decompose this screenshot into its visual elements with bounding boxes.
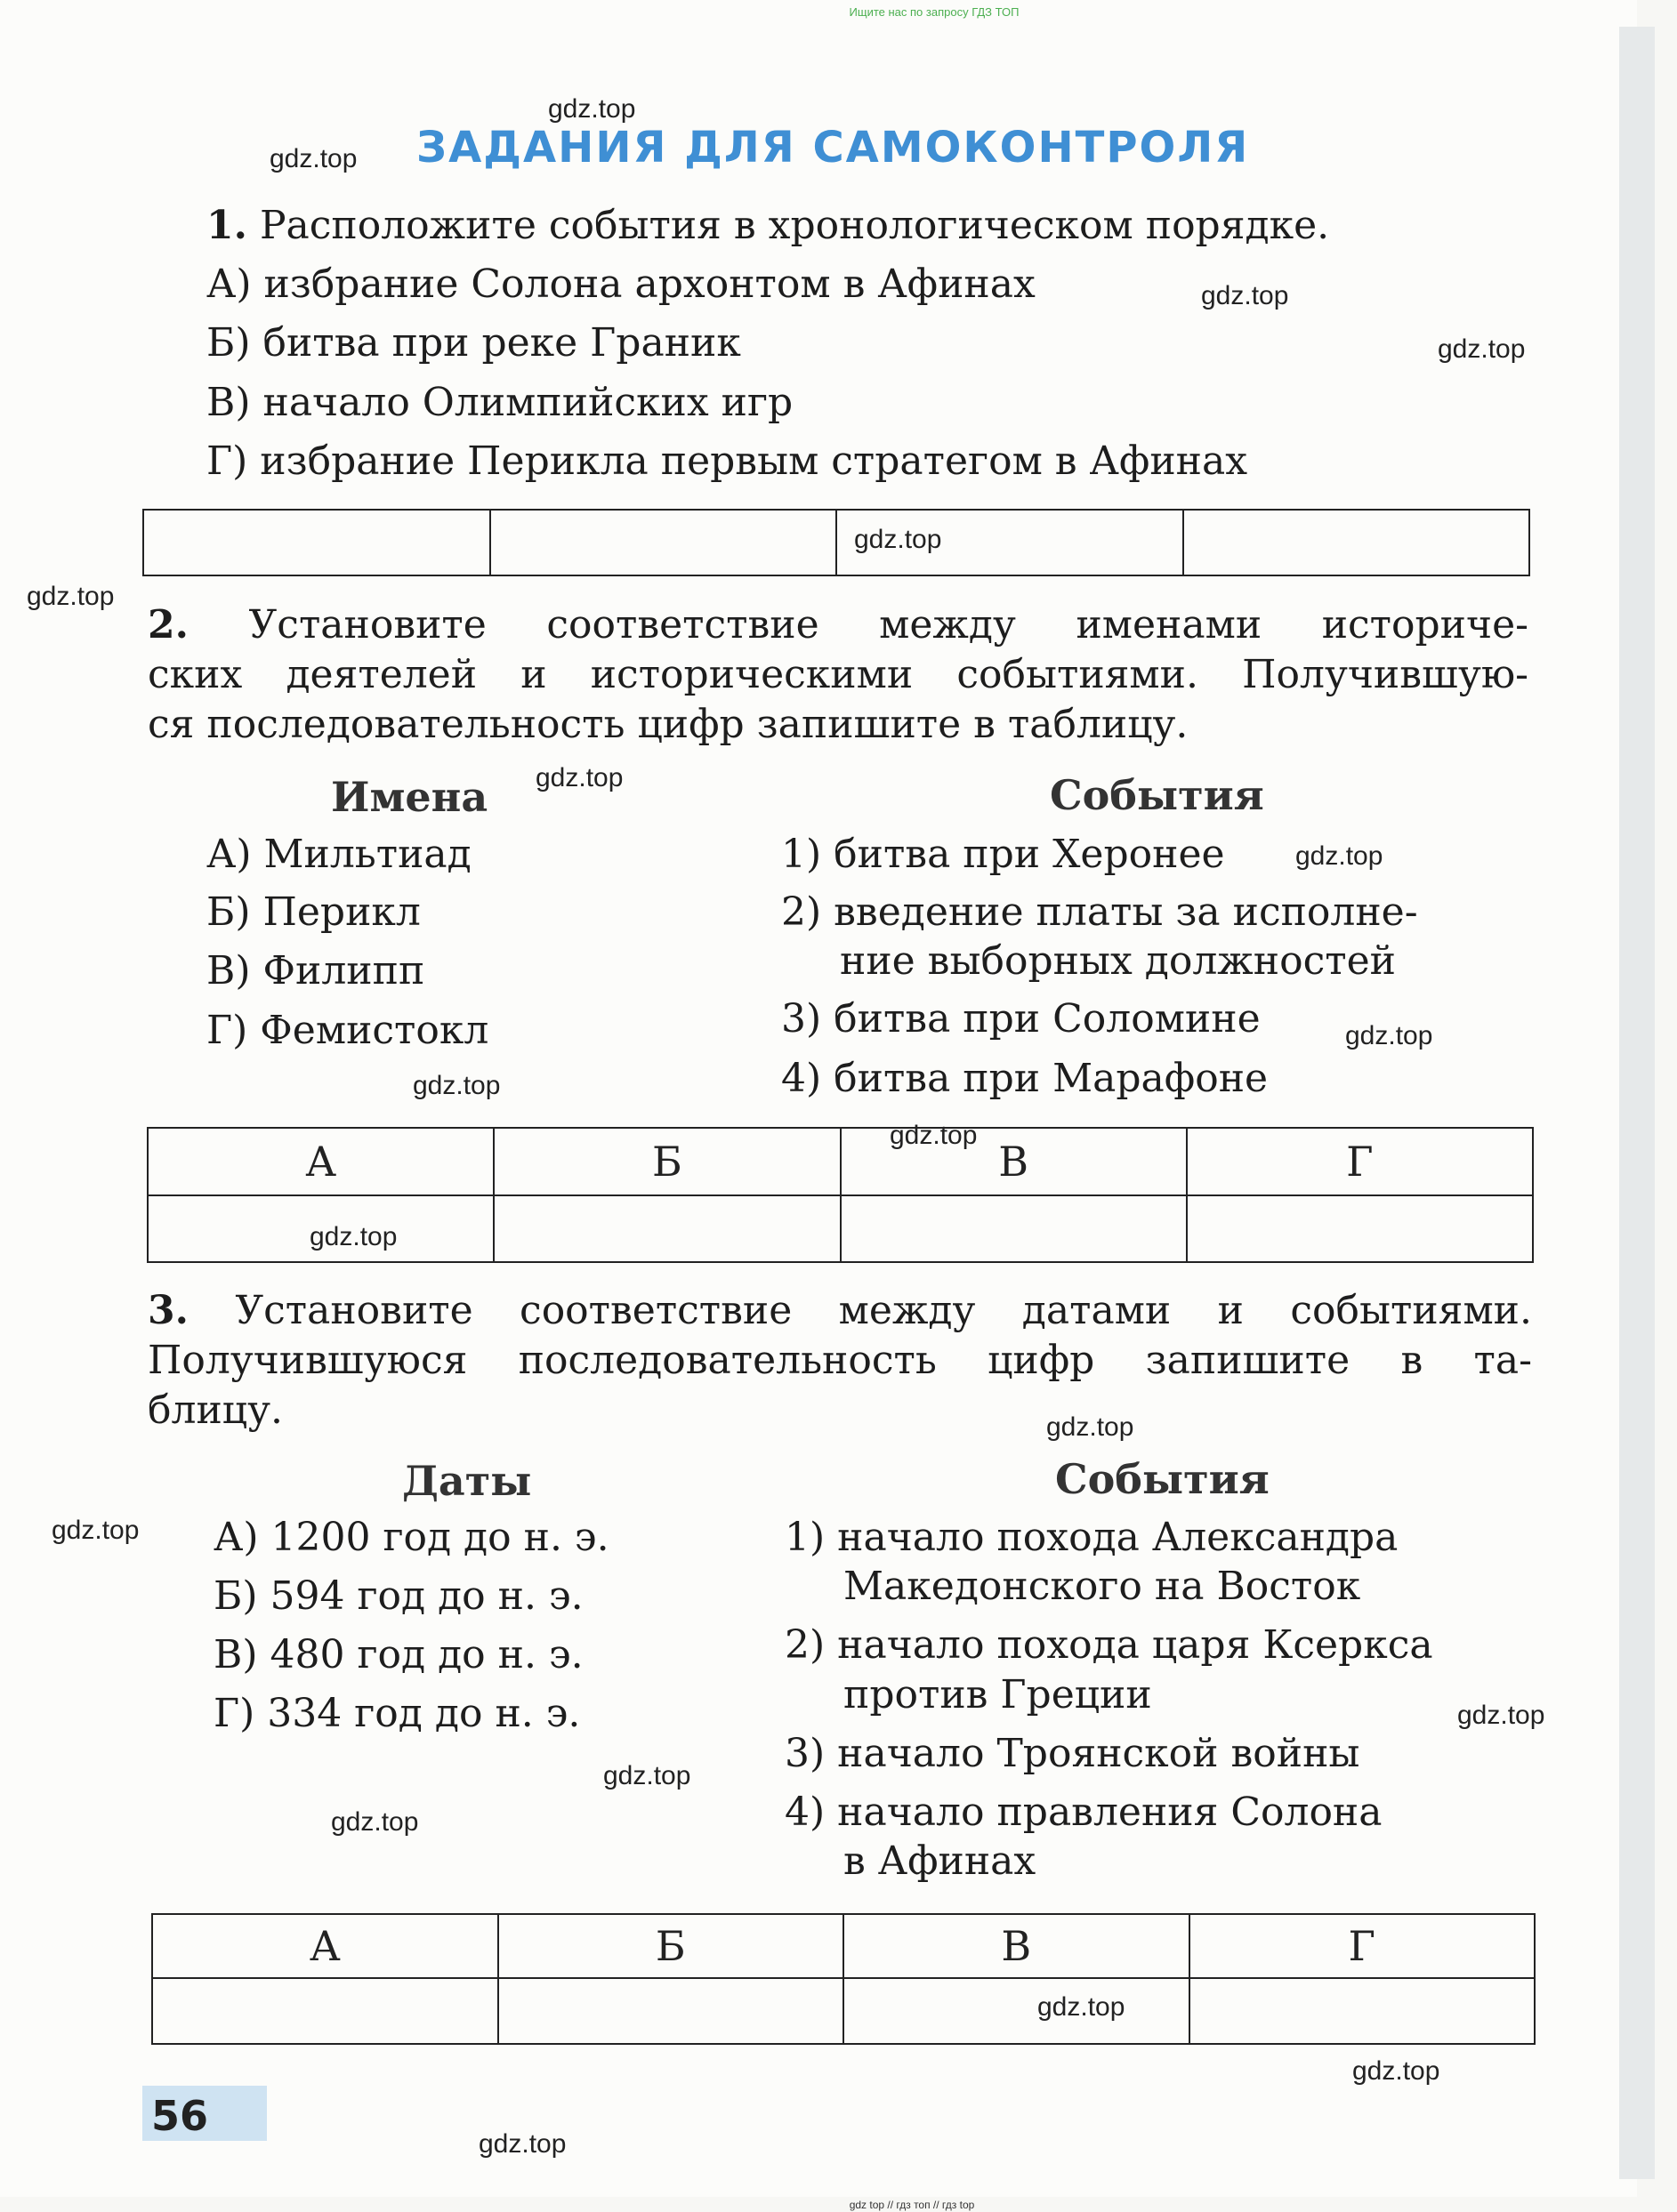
task2-name-d: Г) Фемистокл <box>206 1008 489 1053</box>
watermark: gdz.top <box>536 763 624 792</box>
task2-event-2: 2) введение платы за исполне- <box>781 889 1418 935</box>
watermark: gdz.top <box>1037 1992 1125 2022</box>
watermark: gdz.top <box>270 144 358 173</box>
task1-number: 1. <box>206 203 247 248</box>
watermark: gdz.top <box>603 1761 691 1790</box>
watermark: gdz.top <box>479 2129 567 2159</box>
task3-text: Установите соответствие между датами и событиями. <box>235 1288 1532 1333</box>
task1-heading <box>206 203 1329 248</box>
task3-answer-table <box>151 1913 1536 2045</box>
task3-line-1 <box>148 1288 1532 1333</box>
task3-number: 3. <box>148 1288 189 1333</box>
table-header-d: Г <box>1189 1914 1536 1978</box>
task2-line-3: ся последовательность цифр запишите в таблицу. <box>148 702 1189 747</box>
watermark: gdz.top <box>1295 841 1383 871</box>
watermark: gdz.top <box>331 1807 419 1837</box>
watermark: gdz.top <box>890 1121 978 1150</box>
task1-option-b: Б) битва при реке Граник <box>206 320 741 366</box>
watermark: gdz.top <box>1457 1701 1545 1730</box>
task3-date-b: Б) 594 год до н. э. <box>214 1573 584 1619</box>
task2-line-2: ских деятелей и историческими событиями. Получившую- <box>148 652 1528 697</box>
task1-answer-table <box>142 509 1530 576</box>
task2-number: 2. <box>148 602 189 648</box>
table-header-d: Г <box>1187 1128 1533 1195</box>
table-header-c: В <box>843 1914 1189 1978</box>
table-header-c: В <box>841 1128 1187 1195</box>
watermark: gdz.top <box>1046 1412 1134 1442</box>
watermark: gdz.top <box>310 1222 398 1251</box>
watermark: gdz.top <box>52 1516 140 1545</box>
task3-date-a: А) 1200 год до н. э. <box>214 1515 609 1560</box>
task1-option-a: А) избрание Солона архонтом в Афинах <box>206 261 1036 307</box>
task3-line-2: Получившуюся последовательность цифр запишите в та- <box>148 1338 1532 1383</box>
task2-line-1 <box>148 602 1528 648</box>
answer-cell[interactable] <box>1189 1978 1536 2044</box>
task2-name-c: В) Филипп <box>206 948 425 993</box>
watermark: gdz.top <box>1345 1021 1433 1050</box>
task3-event-2-cont: против Греции <box>843 1672 1152 1717</box>
task2-event-4: 4) битва при Марафоне <box>781 1056 1269 1101</box>
answer-cell[interactable] <box>490 510 837 575</box>
task3-event-3: 3) начало Троянской войны <box>785 1731 1360 1776</box>
task3-date-d: Г) 334 год до н. э. <box>214 1691 581 1736</box>
answer-cell[interactable] <box>1183 510 1530 575</box>
table-header-b: Б <box>498 1914 844 1978</box>
task2-event-2-cont: ние выборных должностей <box>840 938 1396 984</box>
task2-event-1: 1) битва при Херонее <box>781 832 1225 877</box>
watermark: gdz.top <box>1352 2056 1440 2086</box>
watermark: gdz.top <box>413 1071 501 1100</box>
page-title: ЗАДАНИЯ ДЛЯ САМОКОНТРОЛЯ <box>416 123 1250 173</box>
table-header-b: Б <box>494 1128 840 1195</box>
task2-events-heading: События <box>1050 771 1264 819</box>
watermark: gdz.top <box>1438 334 1526 364</box>
table-header-a: А <box>148 1128 494 1195</box>
task2-name-b: Б) Перикл <box>206 889 421 935</box>
watermark: gdz.top <box>27 582 115 611</box>
header-note: Ищите нас по запросу ГДЗ ТОП <box>849 5 1020 19</box>
page-edge-shadow <box>1619 27 1655 2179</box>
task2-name-a: А) Мильтиад <box>206 832 472 877</box>
answer-cell[interactable] <box>841 1195 1187 1262</box>
task3-event-2: 2) начало похода царя Ксеркса <box>785 1622 1433 1668</box>
answer-cell[interactable] <box>498 1978 844 2044</box>
task3-event-1: 1) начало похода Александра <box>785 1515 1399 1560</box>
task3-dates-heading: Даты <box>402 1457 532 1505</box>
table-header-a: А <box>152 1914 498 1978</box>
task1-option-c: В) начало Олимпийских игр <box>206 380 794 425</box>
task3-event-4: 4) начало правления Солона <box>785 1790 1383 1835</box>
task3-date-c: В) 480 год до н. э. <box>214 1632 584 1677</box>
task2-names-heading: Имена <box>331 773 488 821</box>
task1-text: Расположите события в хронологическом порядке. <box>259 203 1330 248</box>
footer-note: gdz top // гдз топ // гдз top <box>849 2199 975 2211</box>
task3-event-4-cont: в Афинах <box>843 1838 1036 1884</box>
answer-cell[interactable] <box>843 1978 1189 2044</box>
task2-text: Установите соответствие между именами историче- <box>248 602 1528 648</box>
watermark: gdz.top <box>1201 281 1289 310</box>
page-number: 56 <box>151 2092 209 2140</box>
answer-cell[interactable] <box>152 1978 498 2044</box>
answer-cell[interactable] <box>143 510 490 575</box>
answer-cell[interactable] <box>494 1195 840 1262</box>
task2-event-3: 3) битва при Соломине <box>781 996 1261 1042</box>
task1-option-d: Г) избрание Перикла первым стратегом в Афинах <box>206 438 1248 484</box>
answer-cell[interactable] <box>1187 1195 1533 1262</box>
task3-event-1-cont: Македонского на Восток <box>843 1564 1361 1609</box>
watermark: gdz.top <box>548 94 636 124</box>
task3-events-heading: События <box>1055 1455 1270 1503</box>
task3-line-3: блицу. <box>148 1388 283 1433</box>
watermark: gdz.top <box>854 525 942 554</box>
